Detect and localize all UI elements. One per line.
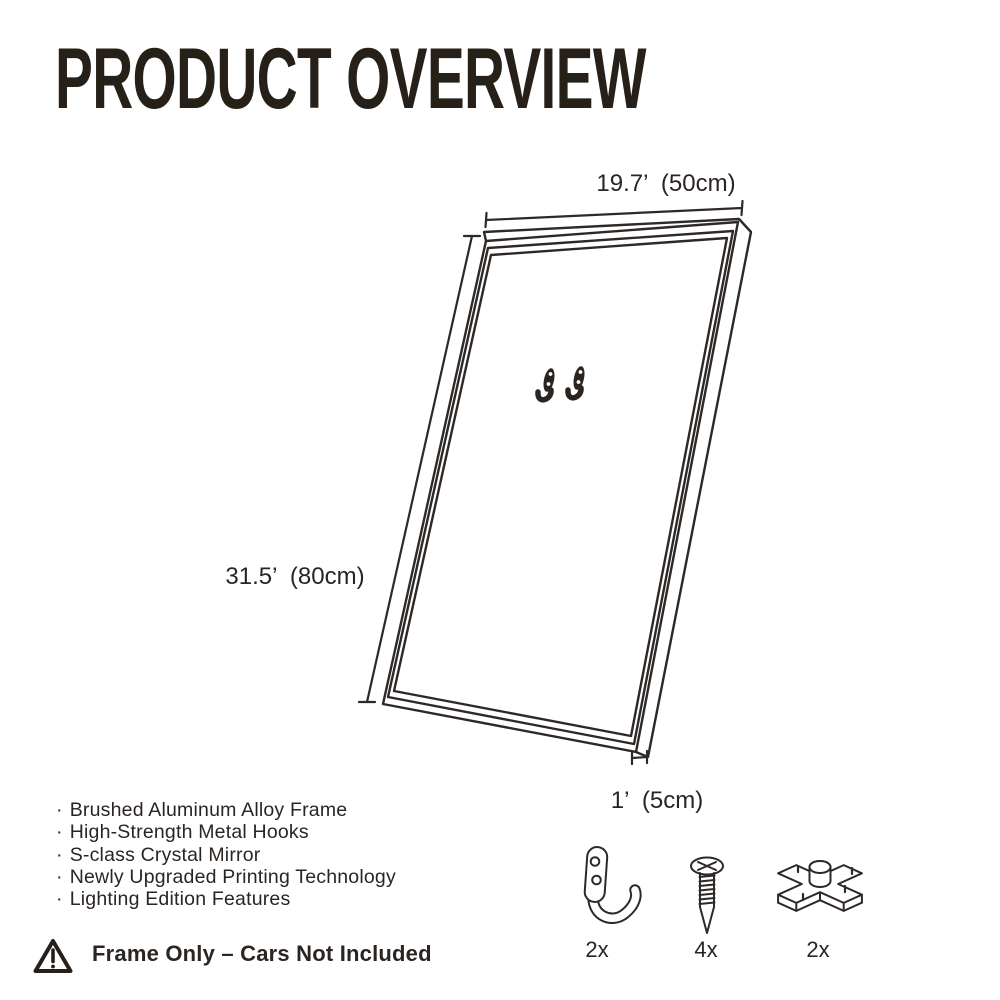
- feature-text: Brushed Aluminum Alloy Frame: [69, 799, 348, 821]
- width-dimension-line: [486, 201, 743, 227]
- wall-hook-icon: [584, 846, 636, 918]
- width-dimension-label: 19.7’ (50cm): [596, 170, 736, 197]
- mounting-bracket-count: 2x: [806, 937, 830, 962]
- feature-item: [56, 866, 396, 888]
- bullet: ·: [56, 865, 63, 888]
- feature-text: S-class Crystal Mirror: [69, 843, 261, 866]
- warning-triangle-icon: [36, 941, 71, 971]
- mirror-frame-drawing: [383, 219, 751, 757]
- feature-item: [56, 821, 396, 843]
- feature-item: [56, 888, 396, 910]
- feature-text: High-Strength Metal Hooks: [69, 821, 309, 844]
- page-title: PRODUCT OVERVIEW: [55, 31, 646, 127]
- depth-dimension-label: 1’ (5cm): [610, 787, 704, 814]
- mounting-bracket-icon: [778, 861, 862, 911]
- feature-text: Newly Upgraded Printing Technology: [69, 865, 396, 888]
- screw-count: 4x: [694, 937, 718, 962]
- warning-note: Frame Only – Cars Not Included: [92, 941, 432, 966]
- bullet: ·: [56, 888, 63, 911]
- wall-hook-count: 2x: [585, 937, 609, 962]
- bullet: ·: [56, 799, 63, 821]
- feature-text: Lighting Edition Features: [69, 888, 291, 911]
- bullet: ·: [56, 821, 63, 844]
- feature-list: [56, 799, 396, 910]
- feature-item: [56, 799, 396, 821]
- bullet: ·: [56, 843, 63, 866]
- feature-item: [56, 844, 396, 866]
- screw-icon: [691, 858, 723, 934]
- height-dimension-label: 31.5’ (80cm): [225, 563, 365, 590]
